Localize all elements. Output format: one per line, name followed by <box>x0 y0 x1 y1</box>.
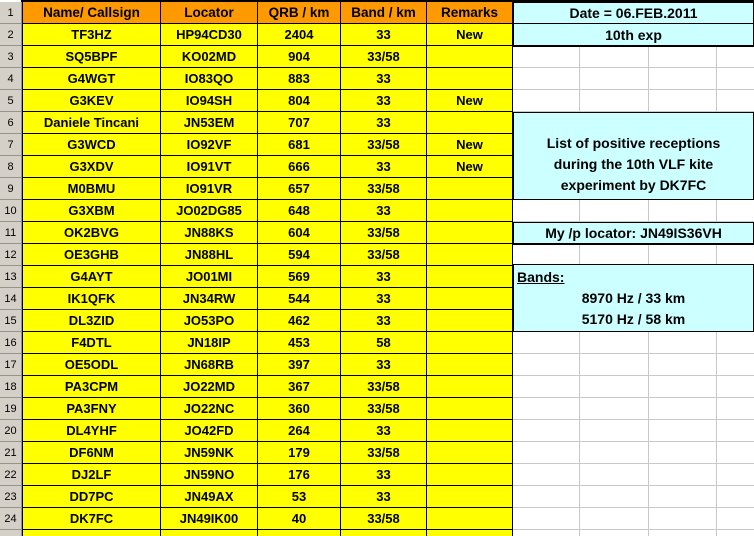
table-row <box>0 420 513 442</box>
cell-locator[interactable]: JN53EM <box>161 112 258 134</box>
header-row <box>0 2 513 24</box>
cell-band[interactable]: 33 <box>341 310 427 332</box>
cell-name[interactable]: G3KEV <box>22 90 161 112</box>
cell-band[interactable]: 33/58 <box>341 442 427 464</box>
table-row <box>0 398 513 420</box>
cell-name[interactable]: TF3HZ <box>22 24 161 46</box>
cell-locator[interactable]: HP94CD30 <box>161 24 258 46</box>
cell-name[interactable]: Daniele Tincani <box>22 112 161 134</box>
cell-qrb[interactable]: 666 <box>258 156 341 178</box>
table-row <box>0 200 513 222</box>
cell-remarks[interactable]: New <box>427 90 513 112</box>
row-number[interactable]: 24 <box>0 508 22 530</box>
cell-locator[interactable]: JO53PO <box>161 310 258 332</box>
row-number[interactable]: 5 <box>0 90 22 112</box>
cell-remarks[interactable] <box>427 508 513 530</box>
column-header-remarks[interactable]: Remarks <box>427 2 513 24</box>
table-row <box>0 156 513 178</box>
cell-name[interactable]: G4WGT <box>22 68 161 90</box>
row-number[interactable]: 3 <box>0 46 22 68</box>
cell-locator[interactable]: JO22NC <box>161 398 258 420</box>
cell-remarks[interactable] <box>427 112 513 134</box>
cell-remarks[interactable] <box>427 332 513 354</box>
cell-name[interactable]: DL4YHF <box>22 420 161 442</box>
cell-band[interactable]: 33 <box>341 354 427 376</box>
cell-qrb[interactable]: 462 <box>258 310 341 332</box>
description-line: experiment by DK7FC <box>560 177 707 193</box>
cell-locator[interactable] <box>161 530 258 536</box>
table-row <box>0 442 513 464</box>
description-line: during the 10th VLF kite <box>553 156 714 172</box>
row-number[interactable]: 11 <box>0 222 22 244</box>
cell-band[interactable]: 33/58 <box>341 376 427 398</box>
cell-qrb[interactable]: 681 <box>258 134 341 156</box>
cell-band[interactable]: 33/58 <box>341 222 427 244</box>
cell-locator[interactable]: IO91VR <box>161 178 258 200</box>
row-number[interactable]: 16 <box>0 332 22 354</box>
band-line: 8970 Hz / 33 km <box>581 290 686 306</box>
cell-remarks[interactable] <box>427 222 513 244</box>
cell-remarks[interactable] <box>427 68 513 90</box>
cell-band[interactable]: 33/58 <box>341 398 427 420</box>
cell-remarks[interactable] <box>427 530 513 536</box>
cell-band[interactable]: 33/58 <box>341 178 427 200</box>
my-locator-cell[interactable]: My /p locator: JN49IS36VH <box>513 222 754 245</box>
cell-remarks[interactable]: New <box>427 134 513 156</box>
table-row <box>0 486 513 508</box>
cell-band[interactable] <box>341 530 427 536</box>
cell-band[interactable]: 33 <box>341 24 427 46</box>
cell-remarks[interactable]: New <box>427 24 513 46</box>
column-header-name[interactable]: Name/ Callsign <box>22 2 161 24</box>
description-note[interactable] <box>513 112 754 200</box>
experiment-cell[interactable]: 10th exp <box>513 23 754 47</box>
table-row <box>0 266 513 288</box>
date-cell[interactable]: Date = 06.FEB.2011 <box>513 2 754 24</box>
row-number[interactable]: 2 <box>0 24 22 46</box>
cell-name[interactable] <box>22 530 161 536</box>
cell-locator[interactable]: JN59NK <box>161 442 258 464</box>
cell-qrb[interactable]: 648 <box>258 200 341 222</box>
cell-locator[interactable]: JN88HL <box>161 244 258 266</box>
cell-locator[interactable]: IO83QO <box>161 68 258 90</box>
cell-qrb[interactable]: 179 <box>258 442 341 464</box>
column-header-locator[interactable]: Locator <box>161 2 258 24</box>
cell-locator[interactable]: JN49AX <box>161 486 258 508</box>
row-number[interactable]: 10 <box>0 200 22 222</box>
table-row <box>0 134 513 156</box>
row-number[interactable]: 15 <box>0 310 22 332</box>
column-header-qrb[interactable]: QRB / km <box>258 2 341 24</box>
bands-title: Bands: <box>517 269 565 285</box>
cell-qrb[interactable]: 604 <box>258 222 341 244</box>
table-row <box>0 178 513 200</box>
cell-band[interactable]: 33 <box>341 156 427 178</box>
cell-remarks[interactable]: New <box>427 156 513 178</box>
cell-name[interactable]: DK7FC <box>22 508 161 530</box>
cell-locator[interactable]: IO91VT <box>161 156 258 178</box>
cell-band[interactable]: 58 <box>341 332 427 354</box>
cell-name[interactable]: G3XBM <box>22 200 161 222</box>
table-row <box>0 288 513 310</box>
cell-remarks[interactable] <box>427 486 513 508</box>
cell-locator[interactable]: IO94SH <box>161 90 258 112</box>
cell-name[interactable]: OK2BVG <box>22 222 161 244</box>
cell-locator[interactable]: KO02MD <box>161 46 258 68</box>
cell-qrb[interactable]: 40 <box>258 508 341 530</box>
cell-locator[interactable]: JN49IK00 <box>161 508 258 530</box>
row-number[interactable]: 19 <box>0 398 22 420</box>
cell-band[interactable]: 33 <box>341 112 427 134</box>
cell-name[interactable]: PA3CPM <box>22 376 161 398</box>
row-number[interactable]: 9 <box>0 178 22 200</box>
cell-qrb[interactable]: 2404 <box>258 24 341 46</box>
cell-band[interactable]: 33 <box>341 464 427 486</box>
cell-remarks[interactable] <box>427 310 513 332</box>
cell-qrb[interactable]: 657 <box>258 178 341 200</box>
cell-name[interactable]: G3WCD <box>22 134 161 156</box>
cell-qrb[interactable]: 804 <box>258 90 341 112</box>
cell-remarks[interactable] <box>427 46 513 68</box>
cell-remarks[interactable] <box>427 178 513 200</box>
cell-remarks[interactable] <box>427 420 513 442</box>
cell-remarks[interactable] <box>427 376 513 398</box>
cell-name[interactable]: SQ5BPF <box>22 46 161 68</box>
cell-name[interactable]: OE5ODL <box>22 354 161 376</box>
cell-qrb[interactable]: 367 <box>258 376 341 398</box>
column-header-band[interactable]: Band / km <box>341 2 427 24</box>
cell-name[interactable]: G3XDV <box>22 156 161 178</box>
cell-band[interactable]: 33/58 <box>341 134 427 156</box>
bands-note[interactable] <box>513 264 754 332</box>
cell-locator[interactable]: JO02DG85 <box>161 200 258 222</box>
table-row <box>0 244 513 266</box>
cell-band[interactable]: 33 <box>341 288 427 310</box>
table-row <box>0 464 513 486</box>
row-number[interactable]: 14 <box>0 288 22 310</box>
table-row <box>0 310 513 332</box>
row-number[interactable]: 21 <box>0 442 22 464</box>
cell-band[interactable]: 33 <box>341 420 427 442</box>
row-number[interactable]: 23 <box>0 486 22 508</box>
row-number[interactable]: 12 <box>0 244 22 266</box>
cell-qrb[interactable]: 453 <box>258 332 341 354</box>
cell-remarks[interactable] <box>427 442 513 464</box>
table-row <box>0 354 513 376</box>
row-number[interactable]: 1 <box>0 2 22 24</box>
row-number[interactable]: 13 <box>0 266 22 288</box>
cell-qrb[interactable]: 176 <box>258 464 341 486</box>
row-number[interactable]: 6 <box>0 112 22 134</box>
cell-band[interactable]: 33 <box>341 90 427 112</box>
cell-locator[interactable]: JO01MI <box>161 266 258 288</box>
cell-locator[interactable]: JN59NO <box>161 464 258 486</box>
table-row <box>0 24 513 46</box>
cell-band[interactable]: 33/58 <box>341 508 427 530</box>
cell-qrb[interactable]: 360 <box>258 398 341 420</box>
row-number[interactable]: 4 <box>0 68 22 90</box>
cell-name[interactable]: PA3FNY <box>22 398 161 420</box>
cell-remarks[interactable] <box>427 354 513 376</box>
cell-qrb[interactable]: 53 <box>258 486 341 508</box>
cell-locator[interactable]: JN88KS <box>161 222 258 244</box>
row-number[interactable] <box>0 530 22 536</box>
table-row <box>0 68 513 90</box>
cell-name[interactable]: DD7PC <box>22 486 161 508</box>
reception-table <box>0 2 513 536</box>
row-number[interactable]: 17 <box>0 354 22 376</box>
table-row <box>0 90 513 112</box>
table-row <box>0 112 513 134</box>
cell-band[interactable]: 33 <box>341 486 427 508</box>
table-row <box>0 508 513 530</box>
row-number[interactable]: 8 <box>0 156 22 178</box>
cell-band[interactable]: 33/58 <box>341 46 427 68</box>
cell-name[interactable]: F4DTL <box>22 332 161 354</box>
row-number[interactable]: 18 <box>0 376 22 398</box>
cell-qrb[interactable]: 569 <box>258 266 341 288</box>
cell-qrb[interactable] <box>258 530 341 536</box>
row-number[interactable]: 7 <box>0 134 22 156</box>
cell-name[interactable]: IK1QFK <box>22 288 161 310</box>
table-row <box>0 376 513 398</box>
cell-remarks[interactable] <box>427 244 513 266</box>
cell-remarks[interactable] <box>427 464 513 486</box>
cell-name[interactable]: DJ2LF <box>22 464 161 486</box>
cell-locator[interactable]: JN34RW <box>161 288 258 310</box>
cell-qrb[interactable]: 397 <box>258 354 341 376</box>
cell-locator[interactable]: IO92VF <box>161 134 258 156</box>
description-line: List of positive receptions <box>546 135 721 151</box>
row-number[interactable]: 20 <box>0 420 22 442</box>
table-row <box>0 332 513 354</box>
cell-name[interactable]: OE3GHB <box>22 244 161 266</box>
cell-qrb[interactable]: 544 <box>258 288 341 310</box>
cell-remarks[interactable] <box>427 200 513 222</box>
cell-locator[interactable]: JN68RB <box>161 354 258 376</box>
cell-name[interactable]: G4AYT <box>22 266 161 288</box>
cell-locator[interactable]: JN18IP <box>161 332 258 354</box>
cell-locator[interactable]: JO22MD <box>161 376 258 398</box>
cell-qrb[interactable]: 264 <box>258 420 341 442</box>
cell-band[interactable]: 33/58 <box>341 244 427 266</box>
cell-name[interactable]: M0BMU <box>22 178 161 200</box>
cell-qrb[interactable]: 904 <box>258 46 341 68</box>
cell-band[interactable]: 33 <box>341 200 427 222</box>
row-number[interactable]: 22 <box>0 464 22 486</box>
table-row <box>0 222 513 244</box>
cell-qrb[interactable]: 594 <box>258 244 341 266</box>
cell-remarks[interactable] <box>427 266 513 288</box>
cell-band[interactable]: 33 <box>341 68 427 90</box>
cell-name[interactable]: DL3ZID <box>22 310 161 332</box>
band-line: 5170 Hz / 58 km <box>581 311 686 327</box>
cell-qrb[interactable]: 883 <box>258 68 341 90</box>
cell-band[interactable]: 33 <box>341 266 427 288</box>
side-panel <box>513 2 754 536</box>
cell-qrb[interactable]: 707 <box>258 112 341 134</box>
cell-locator[interactable]: JO42FD <box>161 420 258 442</box>
cell-name[interactable]: DF6NM <box>22 442 161 464</box>
cell-remarks[interactable] <box>427 288 513 310</box>
table-row <box>0 46 513 68</box>
cell-remarks[interactable] <box>427 398 513 420</box>
table-row-partial <box>0 530 513 536</box>
